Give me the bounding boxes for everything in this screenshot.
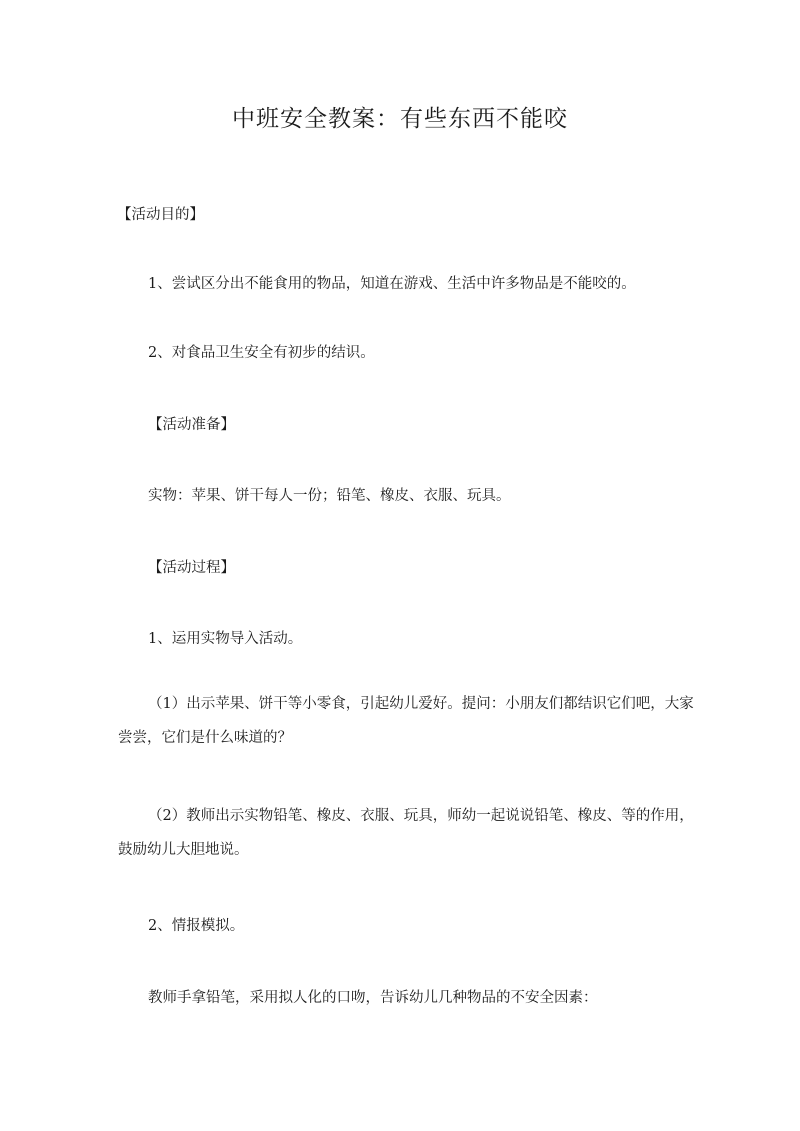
process-step-1-2-line-1: （2）教师出示实物铅笔、橡皮、衣服、玩具，师幼一起说说铅笔、橡皮、等的作用， <box>148 808 694 824</box>
preparation-items: 实物：苹果、饼干每人一份；铅笔、橡皮、衣服、玩具。 <box>148 488 511 504</box>
document-title: 中班安全教案：有些东西不能咬 <box>232 106 568 132</box>
section-heading-process: 【活动过程】 <box>148 560 235 576</box>
process-step-1-1 <box>118 687 694 755</box>
section-heading-preparation: 【活动准备】 <box>148 417 235 433</box>
process-step-1-2-line-2: 鼓励幼儿大胆地说。 <box>118 842 249 858</box>
process-step-1-1-line-1: （1）出示苹果、饼干等小零食，引起幼儿爱好。提问：小朋友们都结识它们吧，大家 <box>148 696 694 712</box>
process-step-2-description: 教师手拿铅笔，采用拟人化的口吻，告诉幼儿几种物品的不安全因素： <box>148 990 598 1006</box>
process-step-1-2 <box>118 799 694 867</box>
process-step-1-1-line-2: 尝尝，它们是什么味道的？ <box>118 730 292 746</box>
goal-item-1: 1、尝试区分出不能食用的物品，知道在游戏、生活中许多物品是不能咬的。 <box>148 276 636 292</box>
goal-item-2: 2、对食品卫生安全有初步的结识。 <box>148 345 375 361</box>
process-step-2: 2、情报模拟。 <box>148 918 245 934</box>
process-step-1: 1、运用实物导入活动。 <box>148 631 303 647</box>
section-heading-goal: 【活动目的】 <box>117 207 204 223</box>
